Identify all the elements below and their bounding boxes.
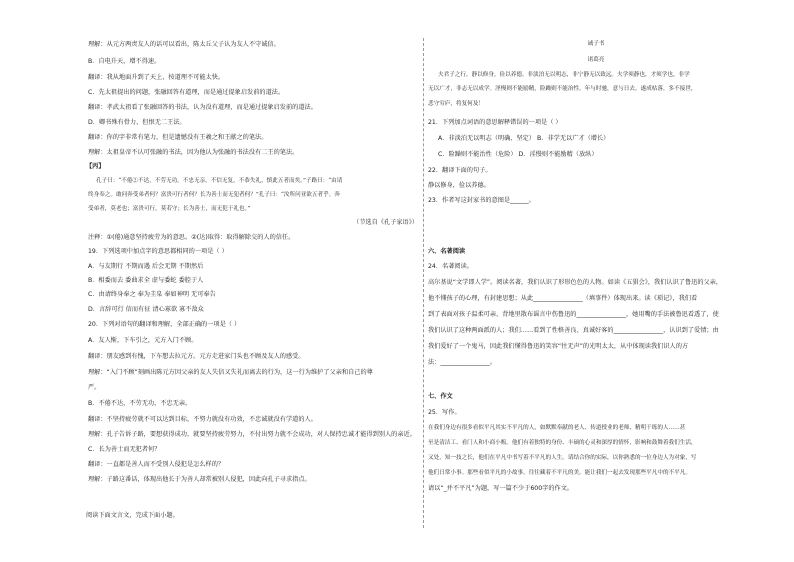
left-line: A．友人惭，下车引之，元方入门不顾。 — [88, 337, 198, 344]
left-line: C．先太祖提出的问题，张融回答有道理，而是通过提象启发前的道法。 — [88, 89, 285, 96]
writing-prompt-line: 在我们身边有很多看似平凡其实不平凡的人，如默默奉献的老人、传道授业的老师、精明干练的人……甚 — [428, 425, 686, 431]
left-passage-line: 受弟者，莫老也；富贵可行，莫若守；长为善士，而无犯于礼也。” — [88, 206, 251, 212]
right-passage-line: 悲守穷庐，将复何及！ — [428, 101, 484, 107]
right-passage-line: 夫君子之行，静以修身，俭以养德。非淡泊无以明志，非宁静无以致远。夫学须静也，才须学也，非学 — [438, 72, 690, 78]
column-divider — [423, 38, 424, 528]
left-line: 翻译：我从地面升到了天上，按道理不可能太快。 — [88, 74, 225, 81]
right-line: 我们认识了这种两面派的人；我们……看到了性格善良、真诚好客的________________，认识到了爱情；由 — [428, 327, 719, 334]
right-line: 他不懂孩子的心理，有封建思想；从此________________（填事件）体现出来。读《琐记》，我们看 — [428, 295, 698, 302]
writing-prompt-line: 又处，知一技之长，他们在平凡中书写着不平凡的人生。请结合你的实际，以你熟悉的一位身边人为对象，写 — [428, 455, 697, 461]
reading-instruction: 阅读下面文言文，完成下面小题。 — [86, 512, 179, 519]
left-line: 理解：孔子告诉子路，要想获得成功，就要坚持疲劳努力，不付出努力就不会成功，对人保持忠诚才能得到别人的亲近。 — [88, 431, 416, 438]
section-heading-classics: 六、名著阅读 — [428, 248, 466, 255]
option-line: A．与友期行 不期而遇 后会无期 不期然后 — [88, 263, 204, 270]
section-heading-writing: 七、作文 — [428, 393, 453, 400]
left-column — [88, 40, 418, 520]
right-line: 到了表面对孩子温柔可亲、背地里散布谣言中伤鲁迅的________________，她用嘴的手法被鲁迅看透了，使 — [428, 311, 719, 318]
option-line: C．险躁则不能治性（危险） D．淫慢则不能励精（放纵） — [438, 151, 598, 158]
option-line: A．非淡泊无以明志（明确、坚定） B．非学无以广才（增长） — [438, 135, 610, 142]
option-line: C．由请终身奉之 奉为圭臬 奉如神明 无可奉告 — [88, 291, 216, 298]
left-passage-line: 孔子曰：“不倦②不达，不劳无功，不忠无亲，不信无复，不恭失礼，慎此五者而矣。”子路曰：“由请 — [96, 178, 343, 184]
writing-prompt-line: 他们日常小事。那些看似平凡的小故事，往往藏着不平凡的美。能让我们一起去发现那些平凡中的不平凡。 — [428, 470, 691, 476]
sentence-to-translate: 静以修身，俭以养德。 — [428, 182, 490, 189]
left-line: B．自电升天，增不得速。 — [88, 58, 161, 65]
question-21: 21．下列加点词语的意思解释错误的一项是（ ） — [428, 119, 562, 126]
right-line: 我们爱好了一个鬼马，因此我们懂得鲁迅的笑容“往无声”的光明太太，从中体现读我们识人的方 — [428, 343, 689, 350]
left-line: 翻译：你的字非常有笔力，但是遗憾没有王羲之和王献之的笔法。 — [88, 134, 268, 141]
right-line: 法：________________。 — [428, 359, 497, 366]
left-line: 翻译：孝武太祖看了张融回答的书法，认为没有道理，而是通过提象启发前的道法。 — [88, 104, 317, 111]
left-line: B．不倦不达，不劳无功，不忠无亲。 — [88, 400, 192, 407]
left-line: 翻译：朋友感到有愧，下车想去拉元方。元方走进家门头也不顾及友人的感受。 — [88, 353, 305, 360]
left-line: 理解：子路这番话，体现出他长于为善人却常被别人侵犯，因此向孔子寻求指点。 — [88, 476, 311, 483]
passage-source: （节选自《孔子家语》） — [353, 219, 418, 226]
left-line: 翻译：不坚持疲劳就不可以达到目标，不努力就没有功效，不忠诚就没有学道的人。 — [88, 416, 317, 423]
question-23: 23．作者写这封家书的意图是______。 — [428, 197, 535, 204]
left-line: 理解：从元方两责友人的话可以看出，陈太丘父子认为友人不守诚信。 — [88, 41, 280, 48]
left-line: 翻译：一直都是善人而不受别人侵犯是怎么样的？ — [88, 461, 225, 468]
question-25: 25．写作。 — [428, 409, 461, 416]
option-line: D．言辞可行 信而有征 清心寡欲 寡不敌众 — [88, 306, 204, 313]
left-line: D．卿书殊有骨力，但恨无二王法。 — [88, 119, 186, 126]
option-line: B．相委而去 委曲求全 虚与委蛇 委腔于人 — [88, 277, 204, 284]
left-line: 理解：太祖皇帝不认可张融的书法，因为他认为张融的书法没有二王的笔法。 — [88, 149, 299, 156]
left-line: 严。 — [88, 384, 101, 391]
writing-prompt-line: 至是清洁工、看门人和小商小贩。他们有着独特的身份、丰硕的心灵和深厚的情怀，影响和鼓舞着我们生活， — [428, 440, 697, 446]
essay-title-instruction: 请以“_并不平凡”为题，写一篇不少于600字的作文。 — [428, 485, 574, 492]
section-heading-bing: 【丙】 — [86, 163, 105, 170]
passage-title: 诫子书 — [587, 41, 605, 47]
question-24: 24．名著阅读。 — [428, 263, 473, 270]
question-19: 19．下列选项中加点字的意思都相同的一项是（ ） — [88, 248, 228, 255]
passage-author: 诸葛亮 — [587, 57, 605, 63]
question-22: 22．翻译下面的句子。 — [428, 167, 492, 174]
left-line: 理解：“入门不顾”刻画出陈元方因父亲的友人失信又失礼而离去的行为，这一行为维护了父亲和自己的尊 — [88, 369, 373, 376]
right-column — [428, 40, 764, 520]
left-line: 注释：①(倦)通意坚持疲劳为的意思。②(达)取得：取得解除交的人的信任。 — [88, 234, 295, 241]
right-line: 高尔基说“文学即人学”。阅读名著，我们认识了形形色色的人物。如读《五猖会》，我们认识了鲁迅的父亲， — [428, 279, 723, 286]
right-passage-line: 无以广才，非志无以成学。淫慢则不能励精，险躁则不能治性。年与时驰，意与日去，遂成枯落，多不接世， — [428, 86, 697, 92]
question-20: 20．下列对语句的翻译和理解，全部正确的一项是（ ） — [88, 321, 241, 328]
left-line: C．长为善士而无犯者何？ — [88, 446, 161, 453]
left-passage-line: 终身奉之。敢问奔受弟者何？富贵可行者何？长为善士而无犯者何？”孔子曰：“汝所问亚欲五者乎。奔 — [88, 192, 340, 198]
